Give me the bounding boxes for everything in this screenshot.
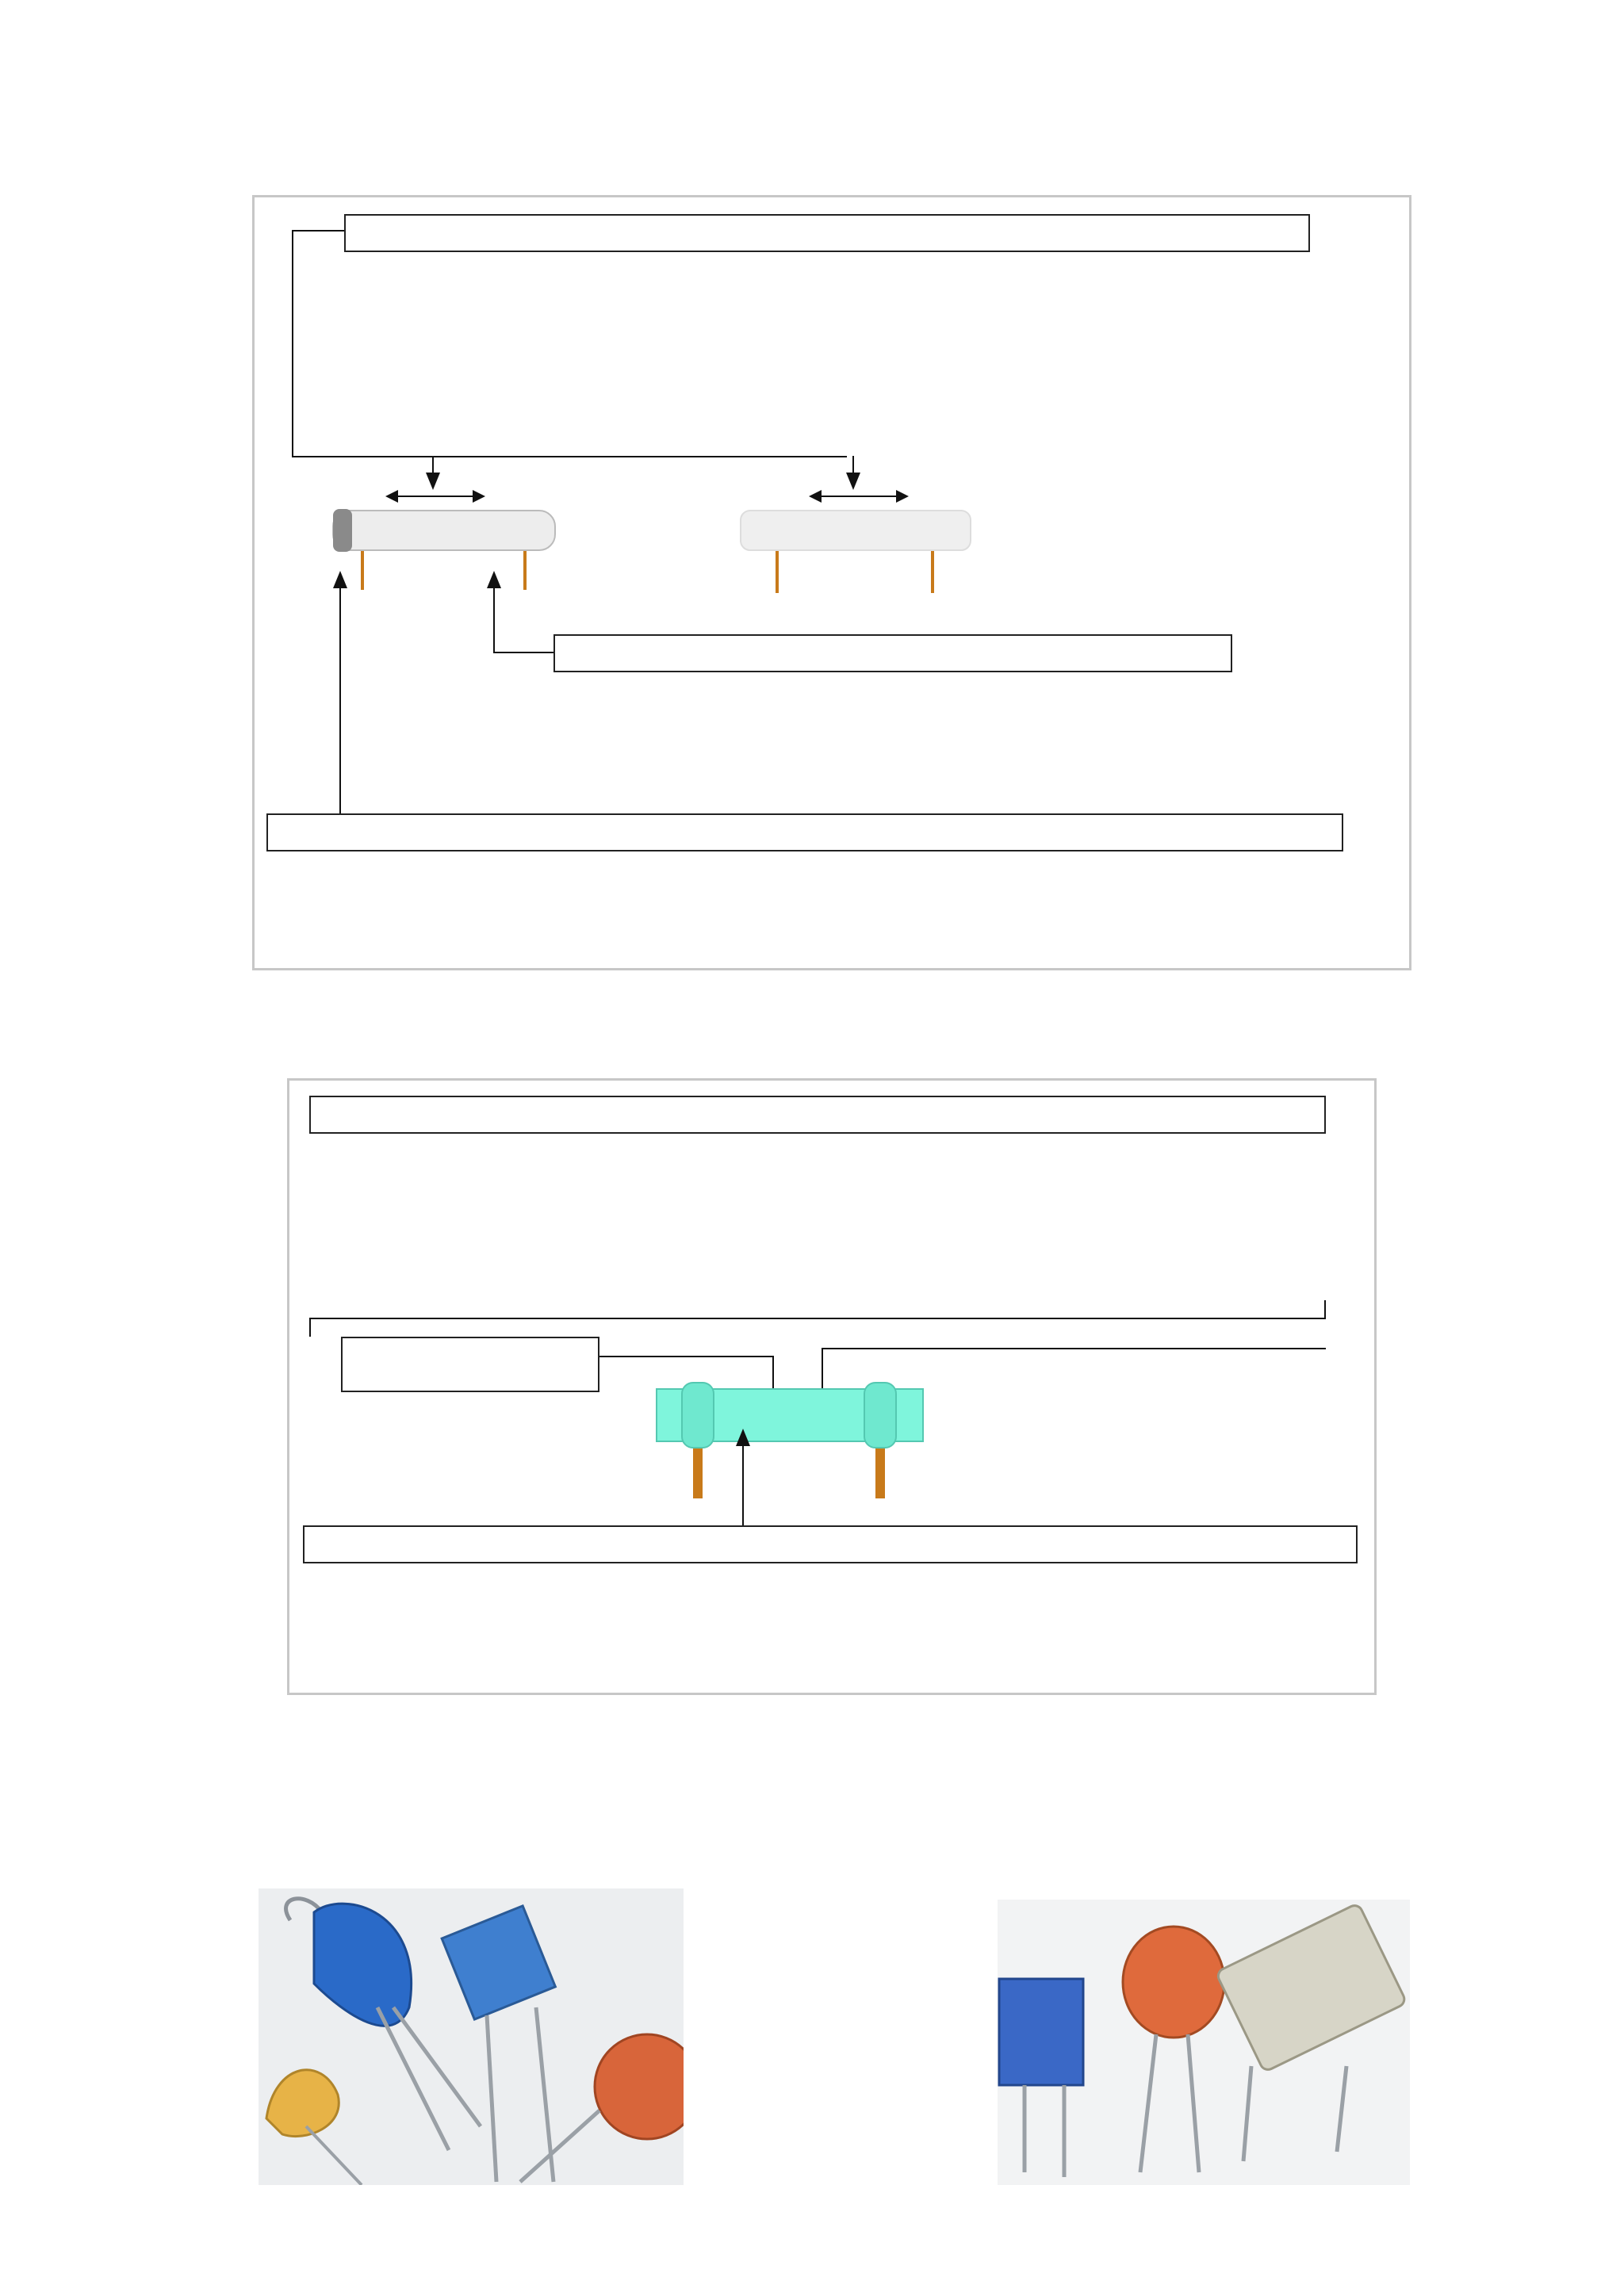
span-line (390, 496, 477, 497)
capacitor-photo-22nf (998, 1900, 1410, 2185)
value-table (344, 214, 1310, 252)
tubular-capacitor-dots-icon (737, 498, 975, 599)
connector-line (822, 1348, 1326, 1349)
marks-tolerance-header (310, 1096, 1325, 1133)
connector-line (339, 587, 341, 815)
connector-line (309, 1318, 311, 1337)
capacitor-photo-100nf (259, 1888, 684, 2185)
connector-line (292, 456, 847, 457)
connector-line (493, 587, 495, 653)
marks-tolerance-table (309, 1096, 1326, 1134)
marks-temperature-header (304, 1526, 1357, 1563)
connector-line (1324, 1300, 1326, 1319)
connector-line (742, 1445, 744, 1527)
arrow-down-icon (846, 473, 860, 490)
connector-line (309, 1318, 1326, 1319)
value-table-header (345, 215, 1309, 251)
connector-line (599, 1356, 772, 1357)
connector-line (292, 230, 293, 457)
connector-line (493, 652, 553, 653)
arrow-up-icon (487, 571, 501, 588)
tubular-capacitor-color-icon (325, 498, 571, 599)
span-line (814, 496, 901, 497)
tubular-capacitor-marked-icon (653, 1380, 926, 1506)
arrow-up-icon (736, 1429, 750, 1446)
connector-line (292, 230, 344, 232)
tolerance-table (553, 634, 1232, 672)
temperature-table-header (267, 814, 1342, 851)
marks-temperature-table (303, 1525, 1358, 1563)
arrow-down-icon (426, 473, 440, 490)
arrow-up-icon (333, 571, 347, 588)
value-label-box (341, 1337, 599, 1392)
tolerance-table-header (554, 635, 1231, 672)
temperature-table (266, 813, 1343, 851)
